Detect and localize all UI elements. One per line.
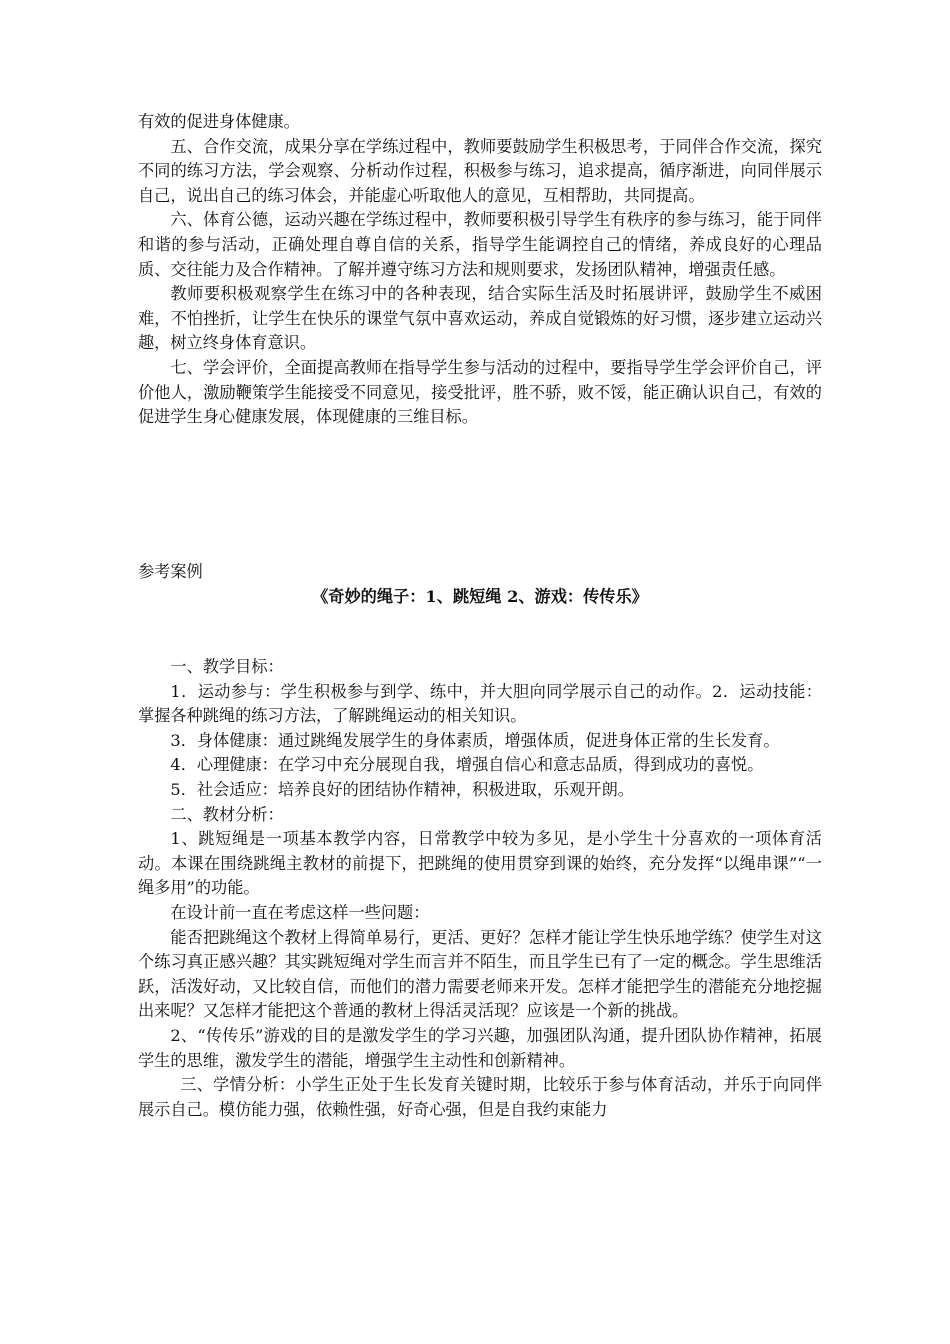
analysis-question: 在设计前一直在考虑这样一些问题： (170, 902, 430, 922)
paragraph-seven: 七、学会评价，全面提高教师在指导学生参与活动的过程中，要指导学生学会评价自己，评价他人，激励鞭策学生能接受不同意见，接受批评，胜不骄，败不馁，能正确认识自己，有效的促进学生身心健康发展，体现健康的三维目标。 (138, 357, 822, 427)
lesson-title: 《奇妙的绳子：1、跳短绳 2、游戏：传传乐》 (312, 586, 648, 606)
paragraph-lead-fragment: 有效的促进身体健康。 (138, 112, 300, 131)
analysis-1: 1、跳短绳是一项基本教学内容，日常教学中较为多见，是小学生十分喜欢的一项体育活动。本课在围绕跳绳主教材的前提下，把跳绳的使用贯穿到课的始终，充分发挥“以绳串课”“一绳多用”的功能。 (138, 829, 822, 898)
heading-material-analysis: 二、教材分析： (170, 804, 284, 824)
goal-1-2: 1．运动参与：学生积极参与到学、练中，并大胆向同学展示自己的动作。2．运动技能：掌握各种跳绳的练习方法，了解跳绳运动的相关知识。 (138, 681, 822, 726)
goal-5: 5．社会适应：培养良好的团结协作精神，积极进取，乐观开朗。 (170, 779, 634, 799)
reference-section (138, 560, 822, 609)
section-one (138, 110, 822, 430)
section-two (138, 655, 822, 1122)
heading-teaching-goals: 一、教学目标： (170, 657, 284, 676)
reference-label: 参考案例 (138, 562, 203, 581)
heading-student-analysis: 三、学情分析：小学生正处于生长发育关键时期，比较乐于参与体育活动，并乐于向同伴展示自己。模仿能力强，依赖性强，好奇心强，但是自我约束能力 (138, 1075, 822, 1119)
goal-4: 4．心理健康：在学习中充分展现自我，增强自信心和意志品质，得到成功的喜悦。 (170, 755, 764, 775)
paragraph-five: 五、合作交流，成果分享在学练过程中，教师要鼓励学生积极思考，于同伴合作交流，探究不同的练习方法，学会观察、分析动作过程，积极参与练习，追求提高，循序渐进，向同伴展示自己，说出自己的练习体会，并能虚心听取他人的意见，互相帮助，共同提高。 (138, 136, 822, 205)
analysis-body: 能否把跳绳这个教材上得简单易行，更活、更好？怎样才能让学生快乐地学练？使学生对这个练习真正感兴趣？其实跳短绳对学生而言并不陌生，而且学生已有了一定的概念。学生思维活跃，活泼好动，又比较自信，而他们的潜力需要老师来开发。怎样才能把学生的潜能充分地挖掘出来呢？又怎样才能把这个普通的教材上得活灵活现？应该是一个新的挑战。 (138, 927, 822, 1021)
paragraph-six: 六、体育公德，运动兴趣在学练过程中，教师要积极引导学生有秩序的参与练习，能于同伴和谐的参与活动，正确处理自尊自信的关系，指导学生能调控自己的情绪，养成良好的心理品质、交往能力及合作精神。了解并遵守练习方法和规则要求，发扬团队精神，增强责任感。 (138, 210, 822, 279)
paragraph-teacher: 教师要积极观察学生在练习中的各种表现，结合实际生活及时拓展讲评，鼓励学生不威困难，不怕挫折，让学生在快乐的课堂气氛中喜欢运动，养成自觉锻炼的好习惯，逐步建立运动兴趣，树立终身体育意识。 (138, 284, 822, 353)
goal-3: 3．身体健康：通过跳绳发展学生的身体素质，增强体质，促进身体正常的生长发育。 (170, 730, 780, 750)
analysis-2: 2、“传传乐”游戏的目的是激发学生的学习兴趣，加强团队沟通，提升团队协作精神，拓展学生的思维，激发学生的潜能，增强学生主动性和创新精神。 (138, 1025, 822, 1070)
